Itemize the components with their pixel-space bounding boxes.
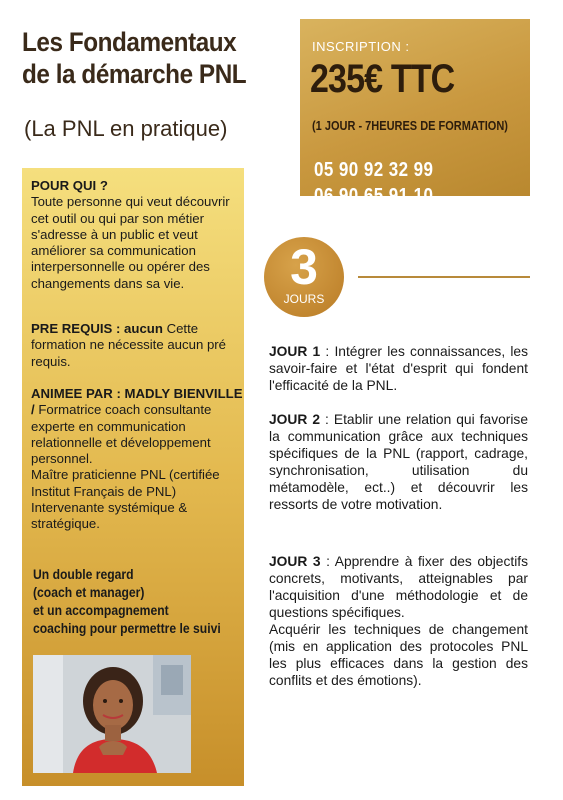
animee-text: Formatrice coach consultante experte en communication relationnelle et développement personnel. [31, 402, 212, 467]
duration-badge [264, 237, 344, 317]
badge-number: 3 [290, 239, 318, 295]
double-line-4: coaching pour permettre le suivi [33, 621, 221, 636]
animee-heading: ANIMEE PAR : MADLY BIENVILLE / [31, 386, 243, 418]
animee-block [31, 386, 243, 533]
divider-line [358, 276, 530, 278]
duration: (1 JOUR - 7HEURES DE FORMATION) [312, 119, 508, 133]
phone-2: 06 90 65 91 10 [314, 185, 434, 207]
title-line-1: Les Fondamentaux [22, 27, 237, 57]
animee-line-2: Maître praticienne PNL (certifiée Institut Français de PNL) [31, 467, 220, 499]
title-line-2: de la démarche PNL [22, 59, 247, 89]
day-2-label: JOUR 2 [269, 412, 321, 427]
double-regard [33, 566, 224, 638]
pour-qui-text: Toute personne qui veut découvrir cet outil ou qui par son métier s'adresse à un public et veut améliorer sa communication interpersonnelle ou opérer des changements dans sa vie. [31, 194, 230, 291]
phone-1: 05 90 92 32 99 [314, 159, 434, 181]
day-3-label: JOUR 3 [269, 554, 321, 569]
double-line-1: Un double regard [33, 567, 134, 582]
animee-line-3: Intervenante systémique & stratégique. [31, 500, 188, 532]
day-1-text: : Intégrer les connaissances, les savoir-faire et l'état d'esprit qui fondent l'efficacité de la PNL. [269, 344, 528, 393]
trainer-photo [33, 655, 191, 773]
pour-qui-block [31, 178, 243, 292]
subtitle: (La PNL en pratique) [24, 116, 228, 141]
prerequis-heading: PRE REQUIS : aucun [31, 321, 163, 336]
double-line-3: et un accompagnement [33, 603, 169, 618]
day-2 [269, 411, 528, 513]
trainer-portrait-image [33, 655, 191, 773]
page-title [22, 26, 261, 90]
pour-qui-heading: POUR QUI ? [31, 178, 108, 193]
day-2-text: : Etablir une relation qui favorise la communication grâce aux techniques spécifiques de la PNL (rapport, cadrage, synchronisation, utilisation du métamodèle, ect..) et découvrir les ressorts de votre motivation. [269, 412, 528, 512]
day-3 [269, 553, 528, 689]
info-sidebar [22, 168, 244, 786]
badge-unit: JOURS [283, 292, 325, 306]
day-3-text-2: Acquérir les techniques de changement (mis en application des protocoles PNL les plus efficaces dans la gestion des conflits et des émotions). [269, 622, 528, 688]
inscription-box [300, 19, 530, 207]
day-3-text: : Apprendre à fixer des objectifs concrets, motivants, atteignables par l'acquisition d'une méthodologie et de questions spécifiques. [269, 554, 528, 620]
prerequis-text: Cette formation ne nécessite aucun pré requis. [31, 321, 226, 369]
inscription-label: INSCRIPTION : [312, 39, 410, 54]
double-line-2: (coach et manager) [33, 585, 145, 600]
price: 235€ TTC [310, 57, 455, 101]
day-1-label: JOUR 1 [269, 344, 321, 359]
day-1 [269, 343, 528, 394]
prerequis-block [31, 321, 243, 370]
